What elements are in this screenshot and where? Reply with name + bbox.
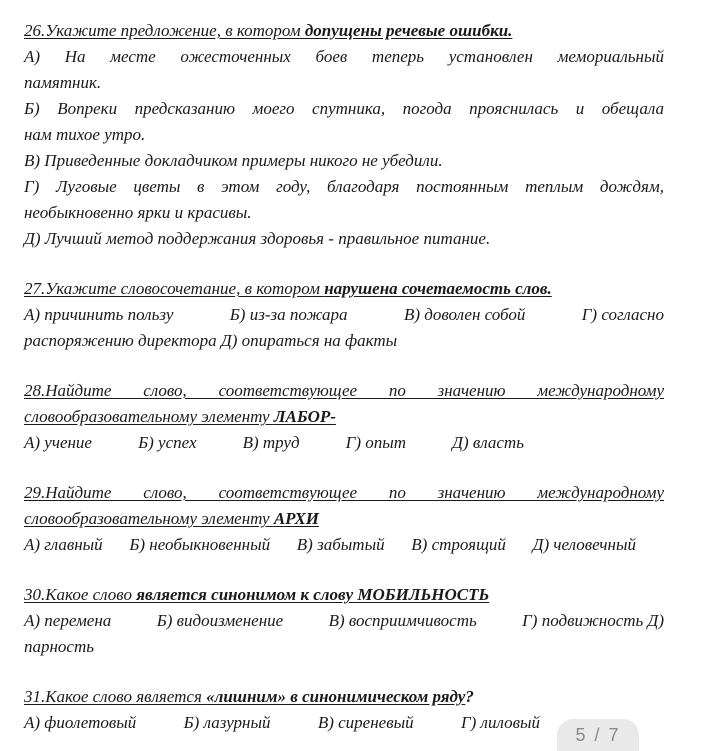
question-29-options <box>24 532 636 558</box>
question-27-options <box>24 302 664 328</box>
question-26-prompt: 26.Укажите предложение, в котором допущены речевые ошибки. <box>24 21 513 40</box>
option: В) труд <box>242 433 300 452</box>
answer-d-line-2: необыкновенно ярки и красивы. <box>24 203 252 222</box>
option: Д) власть <box>452 433 524 452</box>
answer-a-line-1: А) На месте ожесточенных боев теперь установлен мемориальный <box>24 47 664 66</box>
question-29-prompt-line-1: 29.Найдите слово, соответствующее по значению международному <box>24 483 664 502</box>
answer-d-line-1: Г) Луговые цветы в этом году, благодаря постоянным теплым дождям, <box>24 177 664 196</box>
page-indicator: 5 / 7 <box>557 719 639 751</box>
question-30-options <box>24 608 664 634</box>
option: В) забытый <box>296 535 385 554</box>
option: В) строящий <box>411 535 506 554</box>
option: Б) видоизменение <box>156 611 284 630</box>
option: Б) лазурный <box>183 713 271 732</box>
question-30 <box>24 582 664 660</box>
option: В) восприимчивость <box>328 611 477 630</box>
option: А) перемена <box>24 611 112 630</box>
question-27-options-line-2: распоряжению директора Д) опираться на факты <box>24 331 398 350</box>
option: Б) успех <box>138 433 197 452</box>
option: Г) опыт <box>345 433 407 452</box>
question-28-prompt-line-2: словообразовательному элементу ЛАБОР- <box>24 407 336 426</box>
option: А) учение <box>24 433 92 452</box>
option: А) причинить пользу <box>24 305 174 324</box>
answer-b-line-1: Б) Вопреки предсказанию моего спутника, погода прояснилась и обещала <box>24 99 664 118</box>
option: А) фиолетовый <box>24 713 137 732</box>
question-30-prompt: 30.Какое слово является синонимом к слову МОБИЛЬНОСТЬ <box>24 585 490 604</box>
question-28 <box>24 378 664 456</box>
question-28-options <box>24 430 524 456</box>
question-29-prompt-line-2: словообразовательному элементу АРХИ <box>24 509 320 528</box>
option: Г) подвижность Д) <box>522 611 664 630</box>
test-page <box>24 18 664 736</box>
option: В) сиреневый <box>317 713 414 732</box>
question-31-options <box>24 710 540 736</box>
option: Б) необыкновенный <box>129 535 271 554</box>
question-31-prompt: 31.Какое слово является «лишним» в синонимическом ряду? <box>24 687 474 706</box>
option: Г) лиловый <box>460 713 540 732</box>
question-27 <box>24 276 664 354</box>
option: А) главный <box>24 535 103 554</box>
option: В) доволен собой <box>403 305 526 324</box>
option: Д) человечный <box>532 535 636 554</box>
question-27-prompt: 27.Укажите словосочетание, в котором нарушена сочетаемость слов. <box>24 279 552 298</box>
question-28-prompt-line-1: 28.Найдите слово, соответствующее по значению международному <box>24 381 664 400</box>
question-26 <box>24 18 664 252</box>
answer-c: В) Приведенные докладчиком примеры никого не убедили. <box>24 151 443 170</box>
option: Г) согласно <box>581 305 664 324</box>
question-29 <box>24 480 664 558</box>
question-30-options-line-2: парность <box>24 637 94 656</box>
option: Б) из-за пожара <box>229 305 348 324</box>
answer-b-line-2: нам тихое утро. <box>24 125 146 144</box>
answer-e: Д) Лучший метод поддержания здоровья - правильное питание. <box>24 229 491 248</box>
answer-a-line-2: памятник. <box>24 73 102 92</box>
